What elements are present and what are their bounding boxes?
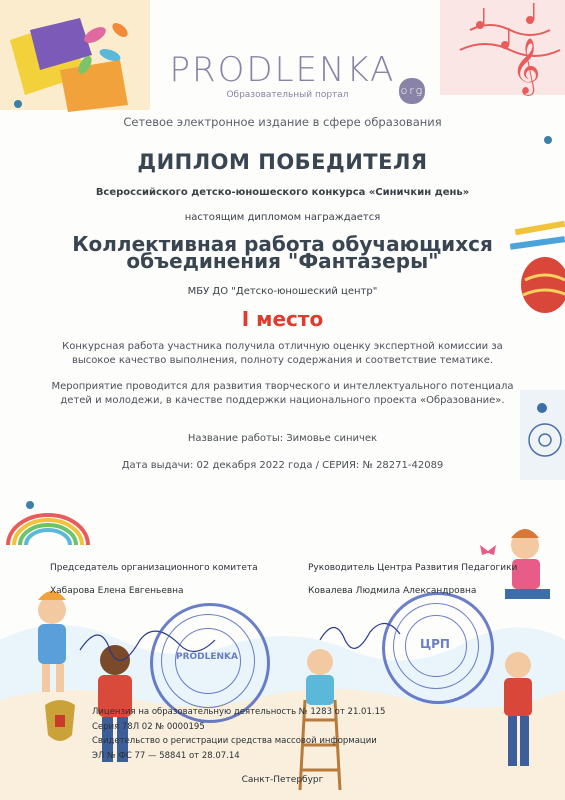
stamp-left-text: PRODLENKA (175, 652, 238, 662)
license-block (92, 705, 385, 763)
butterfly-icon (480, 545, 496, 555)
winner-name (40, 232, 525, 273)
organization: МБУ ДО "Детско-юношеский центр" (187, 286, 378, 297)
coat-of-arms-icon (45, 700, 75, 741)
winner-line-1: Коллективная работа обучающихся (72, 232, 493, 256)
media-registration-number: ЭЛ № ФС 77 — 58841 от 28.07.14 (92, 750, 240, 761)
diploma-title: ДИПЛОМ ПОБЕДИТЕЛЯ (137, 150, 428, 174)
place-award: I место (241, 307, 324, 331)
right-signer-name: Ковалева Людмила Александровна (308, 586, 477, 596)
awarded-line: настоящим дипломом награждается (184, 212, 381, 223)
logo-block (0, 50, 565, 100)
logo-subtitle: Образовательный портал (226, 90, 349, 100)
contest-name: Всероссийского детско-юношеского конкурса «Синичкин день» (95, 187, 470, 198)
issue-date-series: Дата выдачи: 02 декабря 2022 года / СЕРИЯ: № 28271-42089 (121, 460, 444, 471)
dot-icon (26, 501, 34, 509)
logo-wordmark: PRODLENKA (169, 50, 396, 90)
easter-egg-icon (521, 257, 565, 313)
left-signer-title: Председатель организационного комитета (50, 563, 258, 573)
logo-org-badge: org (399, 78, 425, 104)
stamp-right (382, 592, 494, 704)
license-series: Серия 78Л 02 № 0000195 (92, 721, 205, 732)
winner-line-2: объединения "Фантазеры" (126, 249, 439, 273)
stamp-right-text: ЦРП (420, 637, 450, 651)
evaluation-paragraph: Конкурсная работа участника получила отличную оценку экспертной комиссии за высокое качество выполнения, полноту содержания и соответствие тематике. (62, 341, 503, 366)
rainbow-icon (8, 515, 88, 545)
child-painting-illustration (306, 649, 334, 705)
dot-icon (544, 136, 552, 144)
license-line: Лицензия на образовательную деятельность № 1283 от 21.01.15 (92, 707, 386, 717)
city: Санкт-Петербург (241, 775, 324, 785)
work-name: Название работы: Зимовье синичек (187, 433, 378, 444)
dot-icon (14, 100, 22, 108)
media-registration: Свидетельство о регистрации средства массовой информации (92, 736, 377, 746)
treble-clef-icon: 𝄞 (512, 38, 541, 94)
paint-brush-icon (537, 403, 547, 413)
left-signer-name: Хабарова Елена Евгеньевна (50, 586, 184, 596)
event-paragraph: Мероприятие проводится для развития творческого и интеллектуального потенциала детей и молодежи, в качестве поддержки национального проекта «Образование». (51, 381, 514, 406)
right-signer-title: Руководитель Центра Развития Педагогики (308, 563, 518, 573)
tagline: Сетевое электронное издание в сфере образования (123, 115, 442, 129)
